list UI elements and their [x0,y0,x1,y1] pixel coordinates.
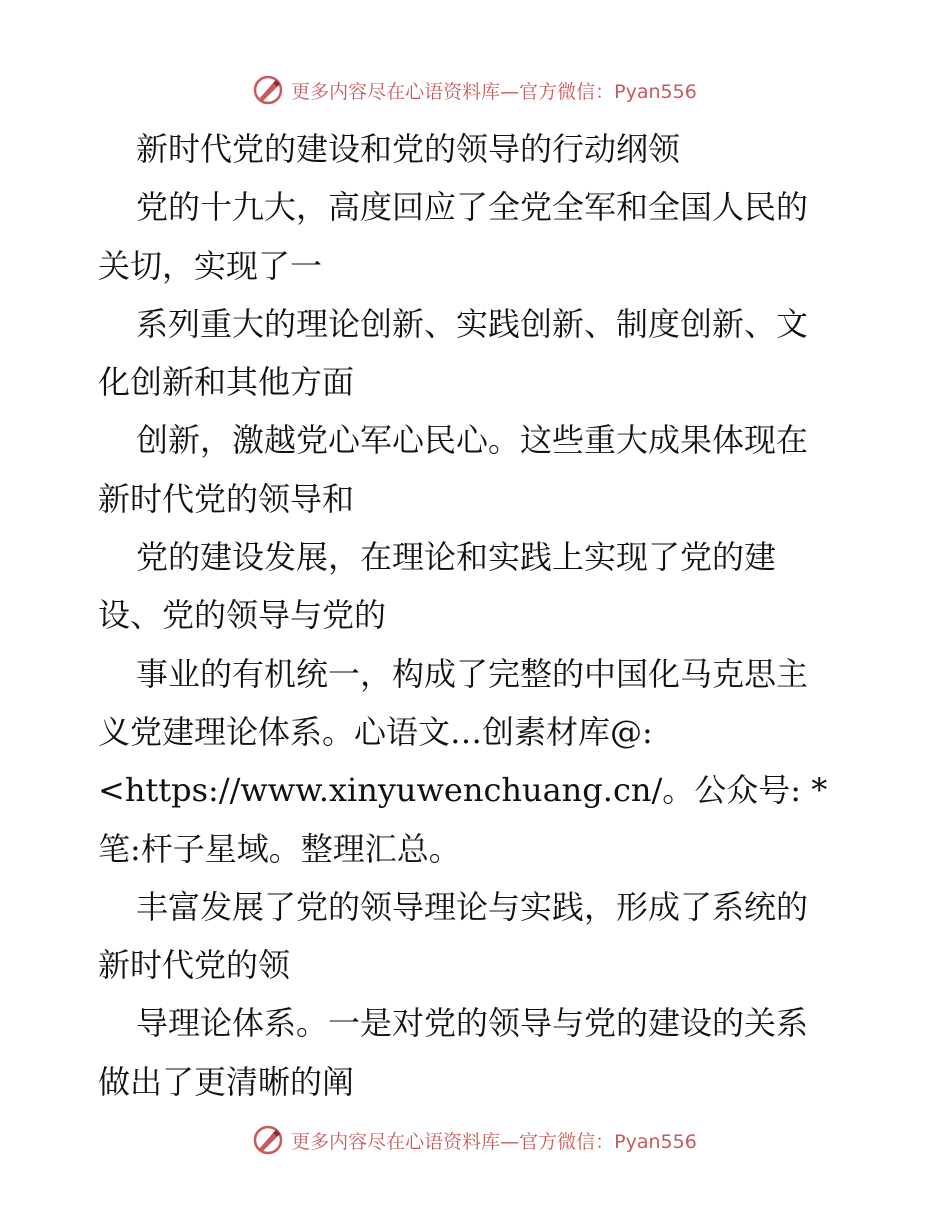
footer-banner-text: 更多内容尽在心语资料库—官方微信：Pyan556 [291,1130,697,1153]
body-line: <https://www.xinyuwenchuang.cn/。公众号: * [98,771,828,810]
footer-watermark-banner [0,1120,950,1160]
body-line: 新时代党的建设和党的领导的行动纲领 [136,130,681,168]
body-line: 新时代党的领导和 [98,479,355,518]
body-line: 义党建理论体系。心语文…创素材库@: [98,712,653,751]
header-watermark-banner [0,70,950,110]
document-body [98,120,858,1111]
body-line: 创新，激越党心军心民心。这些重大成果体现在 [136,421,809,460]
body-line: 系列重大的理论创新、实践创新、制度创新、文 [136,304,809,343]
body-line: 导理论体系。一是对党的领导与党的建设的关系 [136,1004,809,1043]
body-line: 做出了更清晰的阐 [98,1062,355,1101]
body-line: 党的十九大，高度回应了全党全军和全国人民的 [136,188,809,227]
header-banner-text: 更多内容尽在心语资料库—官方微信：Pyan556 [291,80,697,103]
body-line: 化创新和其他方面 [98,363,355,402]
body-line: 笔:杆子星域。整理汇总。 [98,829,461,868]
body-line: 事业的有机统一，构成了完整的中国化马克思主 [136,654,809,693]
body-line: 设、党的领导与党的 [98,596,387,635]
body-line: 关切，实现了一 [98,246,323,285]
pen-logo-icon [253,75,283,105]
body-line: 党的建设发展，在理论和实践上实现了党的建 [136,538,777,577]
body-line: 新时代党的领 [98,946,291,985]
pen-logo-icon [253,1125,283,1155]
body-line: 丰富发展了党的领导理论与实践，形成了系统的 [136,887,809,926]
